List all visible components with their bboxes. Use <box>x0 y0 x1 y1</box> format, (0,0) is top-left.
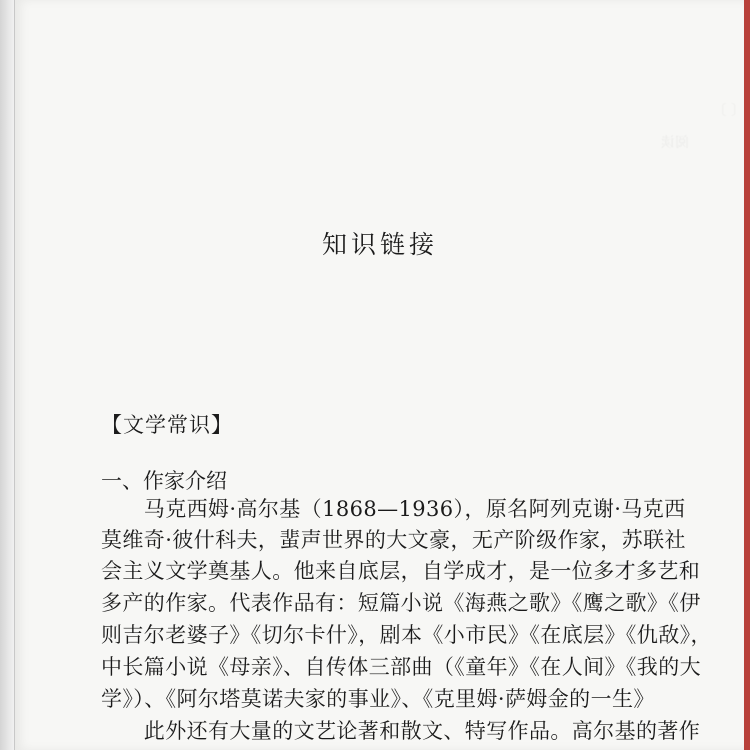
body-text-line: 莫维奇·彼什科夫，蜚声世界的大文豪，无产阶级作家，苏联社 <box>101 528 686 552</box>
author-intro-subheading: 一、作家介绍 <box>101 469 227 493</box>
body-text-line: 中长篇小说《母亲》、自传体三部曲（《童年》《在人间》《我的大 <box>101 655 701 679</box>
red-cover-edge <box>744 0 750 750</box>
body-text-line: 马克西姆·高尔基（1868—1936），原名阿列克谢·马克西 <box>101 497 686 521</box>
body-text-line: 多产的作家。代表作品有：短篇小说《海燕之歌》《鹰之歌》《伊 <box>101 591 701 615</box>
body-text-line: 学》）、《阿尔塔莫诺夫家的事业》、《克里姆·萨姆金的一生》 <box>101 687 655 711</box>
body-text-line: 此外还有大量的文艺论著和散文、特写作品。高尔基的著作 <box>101 719 701 743</box>
literary-knowledge-tag: 【文学常识】 <box>101 413 233 437</box>
body-text-line: 则吉尔老婆子》《切尔卡什》，剧本《小市民》《在底层》《仇敌》， <box>101 623 712 647</box>
book-page <box>14 0 745 750</box>
section-heading: 知识链接 <box>321 230 438 259</box>
show-through-text: 〔 〕 阅读 <box>283 103 745 151</box>
body-text-line: 会主义文学奠基人。他来自底层，自学成才，是一位多才多艺和 <box>101 559 701 583</box>
